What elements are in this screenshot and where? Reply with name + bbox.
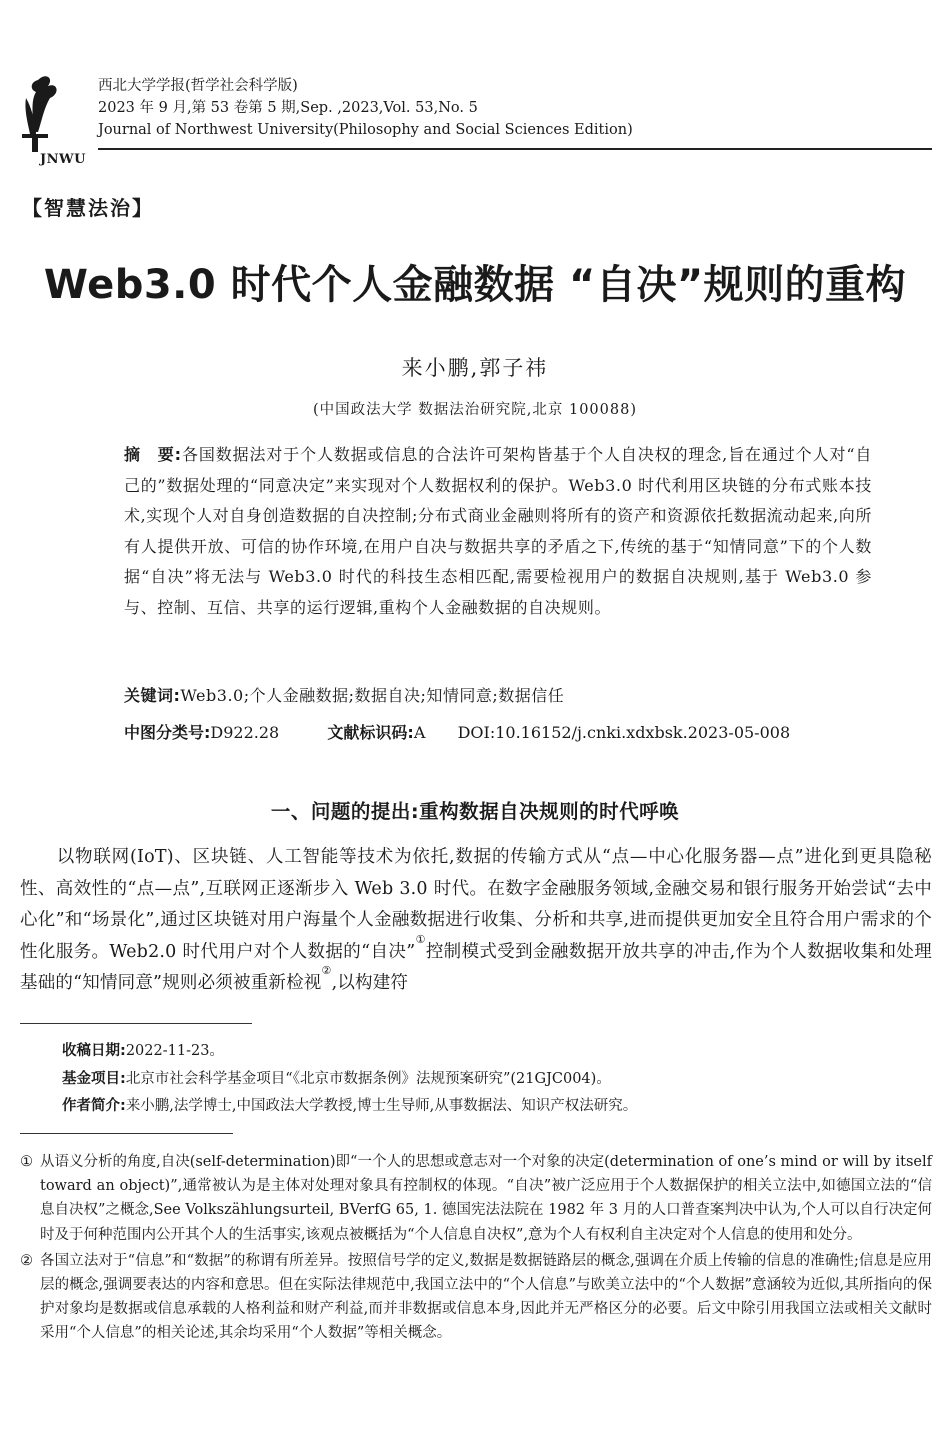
received-label: 收稿日期:	[62, 1043, 126, 1059]
keywords-text: Web3.0;个人金融数据;数据自决;知情同意;数据信任	[180, 686, 565, 705]
header-rule	[98, 148, 932, 150]
keywords	[124, 683, 564, 706]
body-text-1: 以物联网(IoT)、区块链、人工智能等技术为依托,数据的传输方式从“点—中心化服务器—点”进化到更具隐秘性、高效性的“点—点”,互联网正逐渐步入 Web 3.0 时代。在数字金融服务领域,金融交易和银行服务开始尝试“去中心化”和“场景化”,通过区块链对用户海量个人金融数据进行收集、分析和共享,进而提供更加安全且符合用户需求的个性化服务。Web2.0 时代用户对个人数据的“自决”	[20, 847, 932, 962]
authors: 来小鹏,郭子祎	[401, 356, 549, 380]
clc-label: 中图分类号:	[124, 723, 211, 742]
section-heading: 一、问题的提出:重构数据自决规则的时代呼唤	[270, 800, 680, 823]
received-date: 2022-11-23。	[125, 1043, 224, 1059]
doc-code-value: A	[413, 723, 426, 742]
body-text-2: 控制模式受到金融数据开放共享的冲击,作为个人数据收集和处理基础的“知情同意”规则必须被重新检视	[20, 941, 933, 993]
author-bio: 来小鹏,法学博士,中国政法大学教授,博士生导师,从事数据法、知识产权法研究。	[125, 1098, 638, 1114]
body-text-3: ,以构建符	[331, 973, 409, 993]
footnote-number: ②	[20, 1252, 33, 1269]
footnote-divider	[20, 1133, 233, 1134]
journal-header	[18, 60, 932, 167]
footnote-item	[20, 1150, 932, 1247]
footnote-item	[20, 1249, 932, 1346]
fund-label: 基金项目:	[62, 1070, 126, 1087]
abstract-text: 各国数据法对于个人数据或信息的合法许可架构皆基于个人自决权的理念,旨在通过个人对“自己的”数据处理的“同意决定”来实现对个人数据权利的保护。Web3.0 时代利用区块链的分布式账本技术,实现个人对自身创造数据的自决控制;分布式商业金融则将所有的资产和资源依托数据流动起来,向所有人提供开放、可信的协作环境,在用户自决与数据共享的矛盾之下,传统的基于“知情同意”下的个人数据“自决”将无法与 Web3.0 时代的科技生态相匹配,需要检视用户的数据自决规则,基于 Web3.0 参与、控制、互信、共享的运行逻辑,重构个人金融数据的自决规则。	[124, 445, 872, 617]
body-paragraph	[20, 842, 932, 1000]
abstract	[82, 440, 872, 623]
footnote-text: 从语义分析的角度,自决(self-determination)即“一个人的思想或意志对一个对象的决定(determination of one’s mind or will by itself toward an object)”,通常被认为是主体对处理对象具有控制权的体现。“自决”被广泛应用于个人数据保护的相关立法中,如德国立法的“信息自决权”之概念,See Volkszählungsurteil, BVerfG 65, 1. 德国宪法法院在 1982 年 3 月的人口普查案判决中认为,个人可以自行决定何时及于何种范围内公开其个人的生活事实,该观点被概括为“个人信息自决权”,意为个人有权利自主决定对个人信息的使用和处分。	[40, 1154, 932, 1243]
footnote-ref-1[interactable]: ①	[415, 932, 426, 946]
author-bio-label: 作者简介:	[62, 1098, 126, 1114]
footnote-ref-2[interactable]: ②	[321, 964, 332, 977]
footnote-number: ①	[20, 1154, 33, 1170]
fund-text: 北京市社会科学基金项目“《北京市数据条例》法规预案研究”(21GJC004)。	[125, 1070, 611, 1087]
journal-name-cn: 西北大学学报(哲学社会科学版)	[98, 78, 298, 94]
column-tag: 【智慧法治】	[22, 196, 154, 220]
article-meta	[62, 1038, 637, 1121]
issue-info: 2023 年 9 月,第 53 卷第 5 期,Sep. ,2023,Vol. 53,No. 5	[98, 100, 478, 116]
affiliation: (中国政法大学 数据法治研究院,北京 100088)	[313, 402, 637, 418]
journal-name-en: Journal of Northwest University(Philosophy and Social Sciences Edition)	[98, 122, 633, 138]
keywords-label: 关键词:	[124, 686, 181, 705]
clc-value: D922.28	[210, 723, 280, 742]
footnotes	[20, 1150, 932, 1348]
journal-logo	[18, 68, 98, 168]
doi: DOI:10.16152/j.cnki.xdxbsk.2023-05-008	[457, 723, 791, 742]
abstract-label: 摘 要:	[124, 445, 182, 464]
paper-title: Web3.0 时代个人金融数据 “自决”规则的重构	[43, 262, 907, 308]
meta-divider	[20, 1023, 252, 1024]
footnote-text: 各国立法对于“信息”和“数据”的称谓有所差异。按照信号学的定义,数据是数据链路层的概念,强调在介质上传输的信息的准确性;信息是应用层的概念,强调要表达的内容和意思。但在实际法律规范中,我国立法中的“个人信息”与欧美立法中的“个人数据”意涵较为近似,其所指向的保护对象均是数据或信息承载的人格利益和财产利益,而并非数据或信息本身,因此并无严格区分的必要。后文中除引用我国立法或相关文献时采用“个人信息”的相关论述,其余均采用“个人数据”等相关概念。	[40, 1252, 932, 1342]
classification	[124, 720, 790, 743]
logo-text: JNWU	[40, 152, 86, 167]
doc-code-label: 文献标识码:	[327, 723, 414, 742]
